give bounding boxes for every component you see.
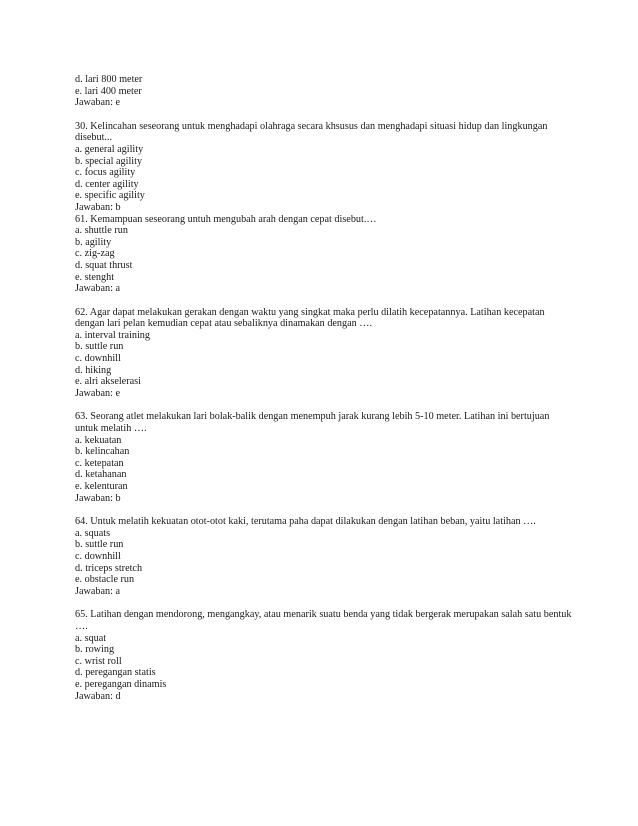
answer-line: Jawaban: e — [75, 97, 120, 109]
option-d: d. peregangan statis — [75, 667, 156, 679]
option-b: b. rowing — [75, 644, 115, 656]
option-c: c. zig-zag — [75, 248, 115, 260]
option-a: a. interval training — [75, 329, 150, 341]
question-65 — [75, 609, 575, 702]
option-d: d. hiking — [75, 364, 112, 376]
question-text: 62. Agar dapat melakukan gerakan dengan waktu yang singkat maka perlu dilatih kecepatannya. Latihan kecepatan dengan lari pelan kemudian cepat atau sebaliknya dinamakan dengan …. — [75, 306, 545, 330]
option-b: b. agility — [75, 236, 112, 248]
spacer — [75, 109, 575, 121]
answer-line: Jawaban: a — [75, 283, 120, 295]
spacer — [75, 504, 575, 516]
top-fragment — [75, 74, 575, 109]
question-text: 63. Seorang atlet melakukan lari bolak-balik dengan menempuh jarak kurang lebih 5-10 meter. Latihan ini bertujuan untuk melatih …. — [75, 411, 550, 435]
answer-line: Jawaban: d — [75, 690, 121, 702]
spacer — [75, 399, 575, 411]
question-text: 30. Kelincahan seseorang untuk menghadapi olahraga secara khsusus dan menghadapi situasi hidup dan lingkungan disebut... — [75, 120, 548, 144]
option-e: e. lari 400 meter — [75, 85, 142, 97]
answer-line: Jawaban: b — [75, 201, 121, 213]
option-a: a. shuttle run — [75, 225, 128, 237]
answer-line: Jawaban: b — [75, 492, 121, 504]
option-e: e. specific agility — [75, 190, 145, 202]
option-b: b. kelincahan — [75, 446, 130, 458]
option-d: d. squat thrust — [75, 259, 133, 271]
option-e: e. stenght — [75, 271, 115, 283]
option-e: e. peregangan dinamis — [75, 678, 167, 690]
option-a: a. squats — [75, 527, 111, 539]
question-61 — [75, 214, 575, 295]
option-a: a. general agility — [75, 143, 144, 155]
question-63 — [75, 411, 575, 504]
question-64 — [75, 516, 575, 597]
question-text: 65. Latihan dengan mendorong, mengangkay, atau menarik suatu benda yang tidak bergerak merupakan salah satu bentuk …. — [75, 609, 572, 632]
option-e: e. obstacle run — [75, 574, 135, 586]
option-a: a. kekuatan — [75, 434, 122, 446]
option-e: e. alri akselerasi — [75, 376, 141, 388]
answer-line: Jawaban: e — [75, 387, 120, 399]
answer-line: Jawaban: a — [75, 585, 120, 597]
document-content — [75, 74, 575, 702]
option-c: c. downhill — [75, 550, 121, 562]
option-d: d. triceps stretch — [75, 562, 143, 574]
option-d: d. lari 800 meter — [75, 74, 143, 85]
option-e: e. kelenturan — [75, 481, 128, 492]
option-c: c. wrist roll — [75, 655, 122, 667]
question-text: 64. Untuk melatih kekuatan otot-otot kaki, terutama paha dapat dilakukan dengan latihan beban, yaitu latihan …. — [75, 516, 536, 528]
option-c: c. focus agility — [75, 167, 136, 179]
option-d: d. center agility — [75, 178, 139, 190]
option-a: a. squat — [75, 632, 107, 644]
option-c: c. ketepatan — [75, 457, 124, 469]
question-62 — [75, 307, 575, 400]
option-c: c. downhill — [75, 353, 121, 365]
option-b: b. special agility — [75, 155, 143, 167]
question-30 — [75, 121, 575, 214]
question-text: 61. Kemampuan seseorang untuh mengubah arah dengan cepat disebut.… — [75, 213, 377, 225]
spacer — [75, 295, 575, 307]
option-d: d. ketahanan — [75, 469, 127, 481]
option-b: b. suttle run — [75, 341, 124, 353]
spacer — [75, 597, 575, 609]
option-b: b. suttle run — [75, 539, 124, 551]
